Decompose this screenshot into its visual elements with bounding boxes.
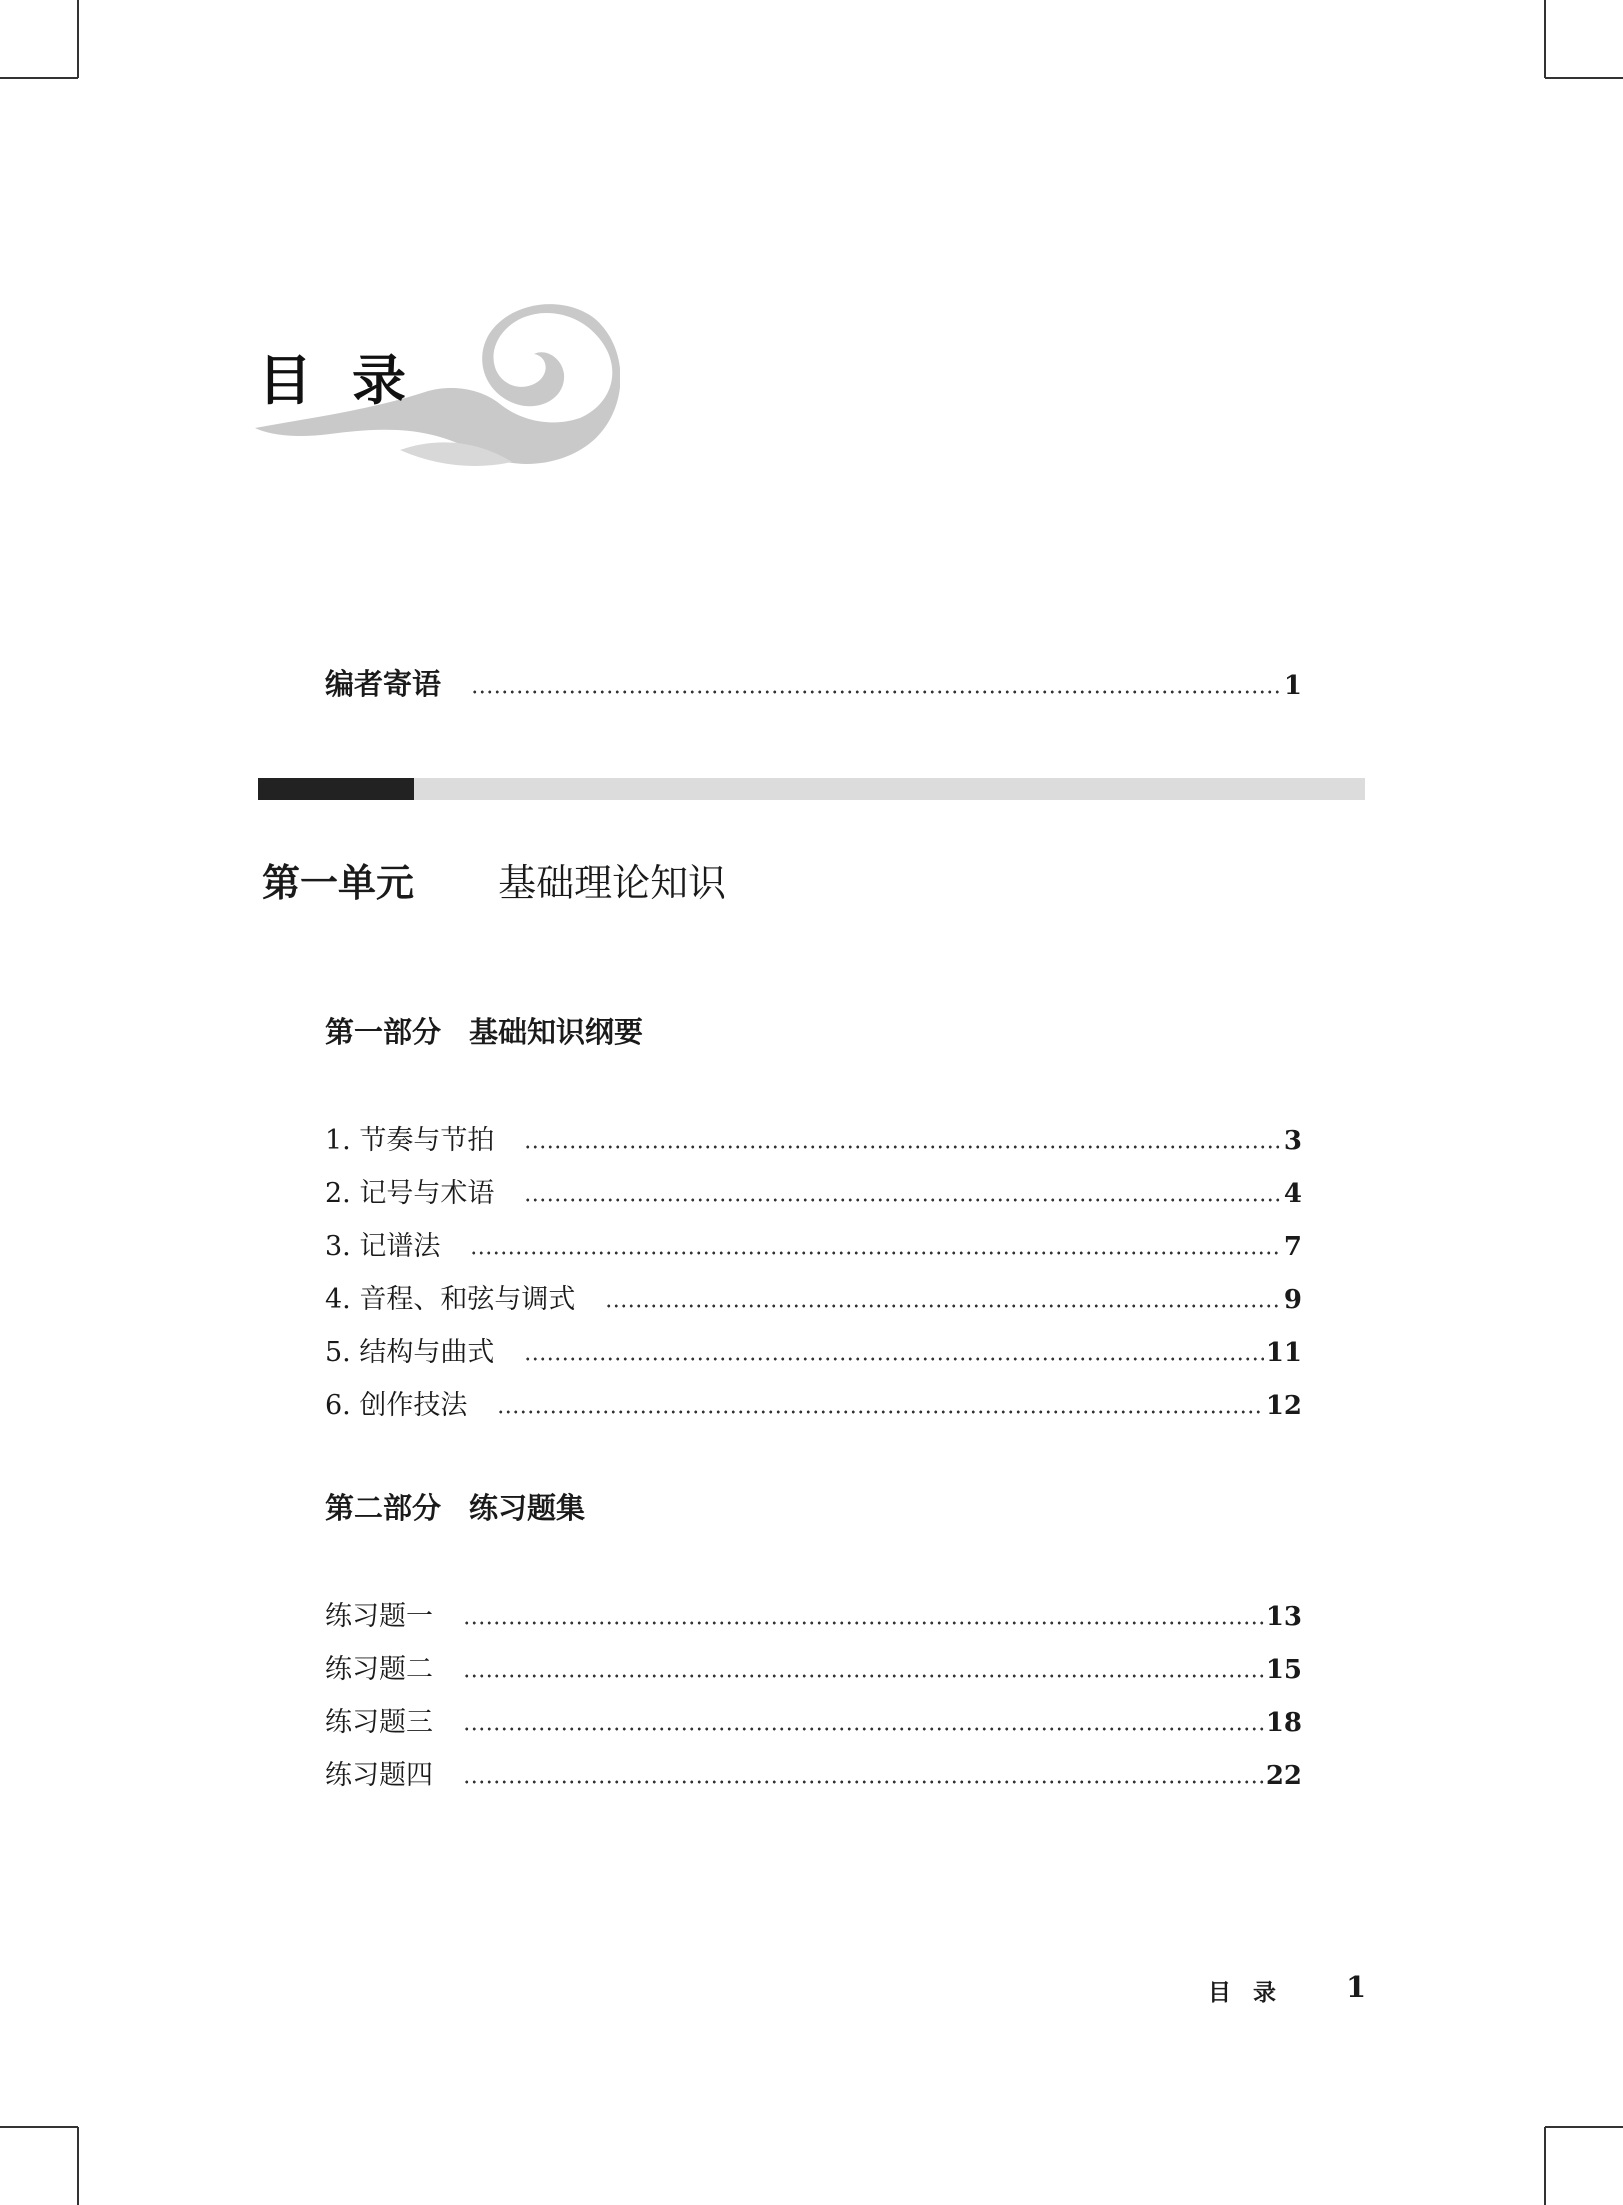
- dot-leader: [463, 1621, 1264, 1625]
- toc-entry[interactable]: [325, 1171, 1302, 1211]
- crop-mark-top-right-v: [1544, 0, 1546, 78]
- dot-leader: [463, 1780, 1264, 1784]
- toc-entry-preface[interactable]: [325, 662, 1302, 702]
- toc-entry-label: 2. 记号与术语: [325, 1178, 495, 1209]
- page-number: 1: [1346, 1970, 1367, 2004]
- dot-leader: [497, 1410, 1263, 1414]
- toc-entry-page: 9: [1283, 1285, 1302, 1315]
- crop-mark-top-right-h: [1545, 77, 1623, 79]
- dot-leader: [463, 1727, 1264, 1731]
- dot-leader: [524, 1145, 1282, 1149]
- toc-entry-page: 18: [1265, 1708, 1302, 1738]
- dot-leader: [605, 1304, 1282, 1308]
- unit-number: 第一单元: [262, 861, 415, 905]
- toc-entry-label: 4. 音程、和弦与调式: [325, 1284, 576, 1315]
- toc-entry[interactable]: [325, 1383, 1302, 1423]
- toc-entry-page: 12: [1265, 1391, 1302, 1421]
- toc-entry-page: 13: [1265, 1602, 1302, 1632]
- toc-entry-page: 11: [1265, 1338, 1302, 1368]
- toc-entry[interactable]: [325, 1330, 1302, 1370]
- toc-entry-label: 练习题二: [325, 1654, 433, 1685]
- part-heading: [325, 1010, 643, 1051]
- toc-entry[interactable]: [325, 1700, 1302, 1740]
- crop-mark-bottom-right-h: [1545, 2126, 1623, 2128]
- dot-leader: [524, 1198, 1282, 1202]
- toc-entry[interactable]: [325, 1647, 1302, 1687]
- toc-entry-label: 6. 创作技法: [325, 1390, 468, 1421]
- toc-entry-label: 5. 结构与曲式: [325, 1337, 495, 1368]
- unit-name: 基础理论知识: [498, 861, 727, 905]
- crop-mark-bottom-left-h: [0, 2126, 78, 2128]
- part-name: 基础知识纲要: [469, 1015, 644, 1049]
- toc-entry-label: 编者寄语: [325, 667, 442, 701]
- unit-divider-accent: [258, 778, 414, 800]
- toc-entry-label: 1. 节奏与节拍: [325, 1125, 495, 1156]
- dot-leader: [463, 1674, 1264, 1678]
- dot-leader: [471, 690, 1282, 694]
- toc-entry[interactable]: [325, 1277, 1302, 1317]
- crop-mark-top-left-h: [0, 77, 78, 79]
- dot-leader: [524, 1357, 1263, 1361]
- unit-heading: [262, 852, 726, 907]
- toc-entry[interactable]: [325, 1224, 1302, 1264]
- page-title: 目录: [258, 349, 446, 412]
- dot-leader: [470, 1251, 1282, 1255]
- toc-entry[interactable]: [325, 1753, 1302, 1793]
- toc-entry-label: 练习题一: [325, 1601, 433, 1632]
- crop-mark-bottom-left-v: [77, 2127, 79, 2205]
- toc-entry-page: 1: [1283, 671, 1302, 701]
- toc-entry-page: 22: [1265, 1761, 1302, 1791]
- part-heading: [325, 1486, 585, 1527]
- toc-entry-page: 7: [1283, 1232, 1302, 1262]
- toc-entry-page: 3: [1283, 1126, 1302, 1156]
- toc-entry-label: 练习题四: [325, 1760, 433, 1791]
- part-number: 第二部分: [325, 1491, 442, 1525]
- toc-entry-label: 练习题三: [325, 1707, 433, 1738]
- part-name: 练习题集: [469, 1491, 586, 1525]
- unit-divider-bar: [258, 778, 1365, 800]
- toc-entry-page: 15: [1265, 1655, 1302, 1685]
- toc-entry[interactable]: [325, 1118, 1302, 1158]
- crop-mark-bottom-right-v: [1544, 2127, 1546, 2205]
- toc-entry[interactable]: [325, 1594, 1302, 1634]
- toc-entry-page: 4: [1283, 1179, 1302, 1209]
- running-footer-section: 目录: [1208, 1980, 1298, 2006]
- part-number: 第一部分: [325, 1015, 442, 1049]
- crop-mark-top-left-v: [77, 0, 79, 78]
- toc-entry-label: 3. 记谱法: [325, 1231, 441, 1262]
